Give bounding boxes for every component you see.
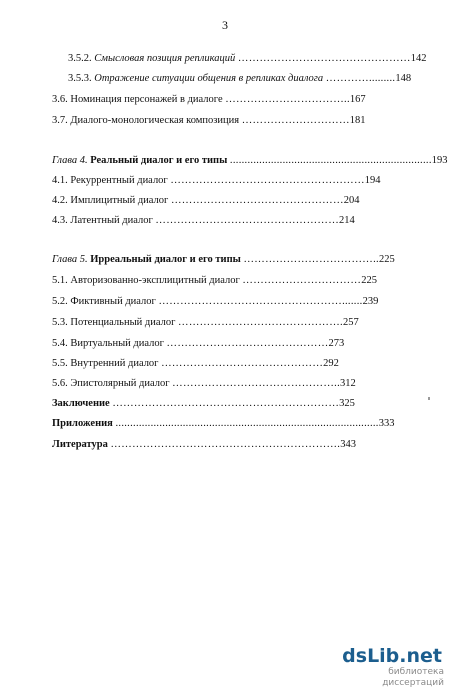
toc-entry-title: Приложения: [52, 418, 113, 429]
toc-entry-number: 4.1.: [52, 175, 68, 186]
toc-dot-leader: ……………………………: [242, 275, 362, 286]
toc-chapter-label: Глава 5.: [52, 254, 88, 265]
toc-dot-leader: ……………………………..: [225, 94, 350, 105]
toc-entry: [52, 174, 410, 187]
toc-entry-title: Отражение ситуации общения в репликах диалога: [94, 73, 324, 84]
toc-entry-number: 3.5.2.: [68, 53, 92, 64]
toc-page-number: 194: [364, 175, 381, 186]
toc-entry-title: Имплицитный диалог: [70, 195, 169, 206]
toc-entry-number: 3.6.: [52, 94, 68, 105]
toc-dot-leader: ..........................................................................................: [115, 418, 379, 429]
toc-dot-leader: ………………………………………..: [172, 378, 340, 389]
toc-page-number: 204: [343, 195, 360, 206]
toc-entry-title: Диалого-монологическая композиция: [70, 115, 240, 126]
toc-entry: [52, 93, 410, 106]
toc-dot-leader: ………………………………………………: [170, 175, 365, 186]
toc-entry-title: Ирреальный диалог и его типы: [90, 254, 241, 265]
toc-page-number: 273: [328, 338, 345, 349]
toc-dot-leader: .....................................................................: [229, 155, 432, 166]
watermark-logo: dsLib.net: [342, 645, 442, 667]
toc-page-number: 343: [340, 439, 356, 450]
toc-dot-leader: ………………………………………………………: [112, 398, 340, 409]
toc-dot-leader: ……………………………………………: [155, 215, 340, 226]
toc-dot-leader: ………………………………………: [161, 358, 324, 369]
toc-entry-number: 5.4.: [52, 338, 68, 349]
toc-dot-leader: ………….........: [325, 73, 396, 84]
toc-entry-title: Виртуальный диалог: [70, 338, 164, 349]
toc-entry-title: Авторизованно-эксплицитный диалог: [70, 275, 240, 286]
toc-entry-number: 3.7.: [52, 115, 68, 126]
toc-entry-number: 5.6.: [52, 378, 68, 389]
toc-dot-leader: ……………………………………………………….: [110, 439, 341, 450]
toc-dot-leader: …………………………………………….......: [158, 296, 363, 307]
toc-entry-number: 4.2.: [52, 195, 68, 206]
toc-entry: [52, 357, 408, 370]
page-number: 3: [222, 18, 228, 32]
toc-entry: [52, 417, 410, 430]
toc-entry-title: Смысловая позиция репликаций: [94, 53, 236, 64]
toc-page-number: 325: [339, 398, 355, 409]
toc-page-number: 167: [349, 94, 366, 105]
toc-chapter-label: Глава 4.: [52, 155, 88, 166]
toc-dot-leader: ………………………………..: [243, 254, 379, 265]
toc-entry: [68, 52, 427, 65]
toc-entry: [52, 438, 410, 451]
toc-dot-leader: …………………………………………: [237, 53, 411, 64]
watermark-subtitle: библиотека диссертаций: [382, 667, 444, 688]
toc-page-number: 193: [431, 155, 448, 166]
toc-page-number: 333: [378, 418, 395, 429]
toc-entry-title: Номинация персонажей в диалоге: [70, 94, 223, 105]
toc-page-number: 148: [395, 73, 412, 84]
toc-entry-number: 5.2.: [52, 296, 68, 307]
toc-entry-title: Рекуррентный диалог: [70, 175, 168, 186]
toc-entry: [52, 274, 410, 287]
toc-dot-leader: …………………………: [241, 115, 350, 126]
toc-entry: [52, 316, 408, 329]
toc-entry: [52, 114, 410, 127]
toc-page-number: 225: [378, 254, 395, 265]
toc-dot-leader: ………………………………………: [166, 338, 329, 349]
toc-entry-title: Латентный диалог: [70, 215, 153, 226]
toc-entry-number: 4.3.: [52, 215, 68, 226]
toc-page-number: 142: [410, 53, 427, 64]
toc-entry: [52, 295, 410, 308]
toc-page-number: 181: [349, 115, 366, 126]
toc-entry-title: Фиктивный диалог: [70, 296, 156, 307]
toc-dot-leader: ……………………………………….: [178, 317, 343, 328]
toc-entry-title: Реальный диалог и его типы: [90, 155, 228, 166]
toc-entry: [52, 337, 408, 350]
toc-entry: [52, 214, 410, 227]
toc-entry-title: Литература: [52, 439, 108, 450]
toc-entry: [52, 397, 410, 410]
toc-page-number: 225: [361, 275, 377, 286]
toc-entry-title: Потенциальный диалог: [70, 317, 176, 328]
toc-dot-leader: …………………………………………: [170, 195, 344, 206]
toc-entry-number: 5.5.: [52, 358, 68, 369]
toc-entry-number: 3.5.3.: [68, 73, 92, 84]
toc-entry: [52, 253, 410, 266]
scan-artifact: [428, 397, 430, 400]
toc-page-number: 292: [323, 358, 339, 369]
watermark: [336, 645, 448, 689]
toc-entry-number: 5.1.: [52, 275, 68, 286]
toc-entry: [68, 72, 410, 85]
toc-entry-title: Заключение: [52, 398, 110, 409]
toc-entry: [52, 377, 408, 390]
toc-entry-title: Эпистолярный диалог: [70, 378, 170, 389]
toc-page-number: 312: [340, 378, 356, 389]
toc-entry: [52, 194, 410, 207]
toc-entry: [52, 154, 448, 167]
toc-entry-number: 5.3.: [52, 317, 68, 328]
toc-entry-title: Внутренний диалог: [70, 358, 159, 369]
toc-page-number: 239: [362, 296, 379, 307]
toc-page-number: 214: [339, 215, 355, 226]
toc-page-number: 257: [342, 317, 359, 328]
